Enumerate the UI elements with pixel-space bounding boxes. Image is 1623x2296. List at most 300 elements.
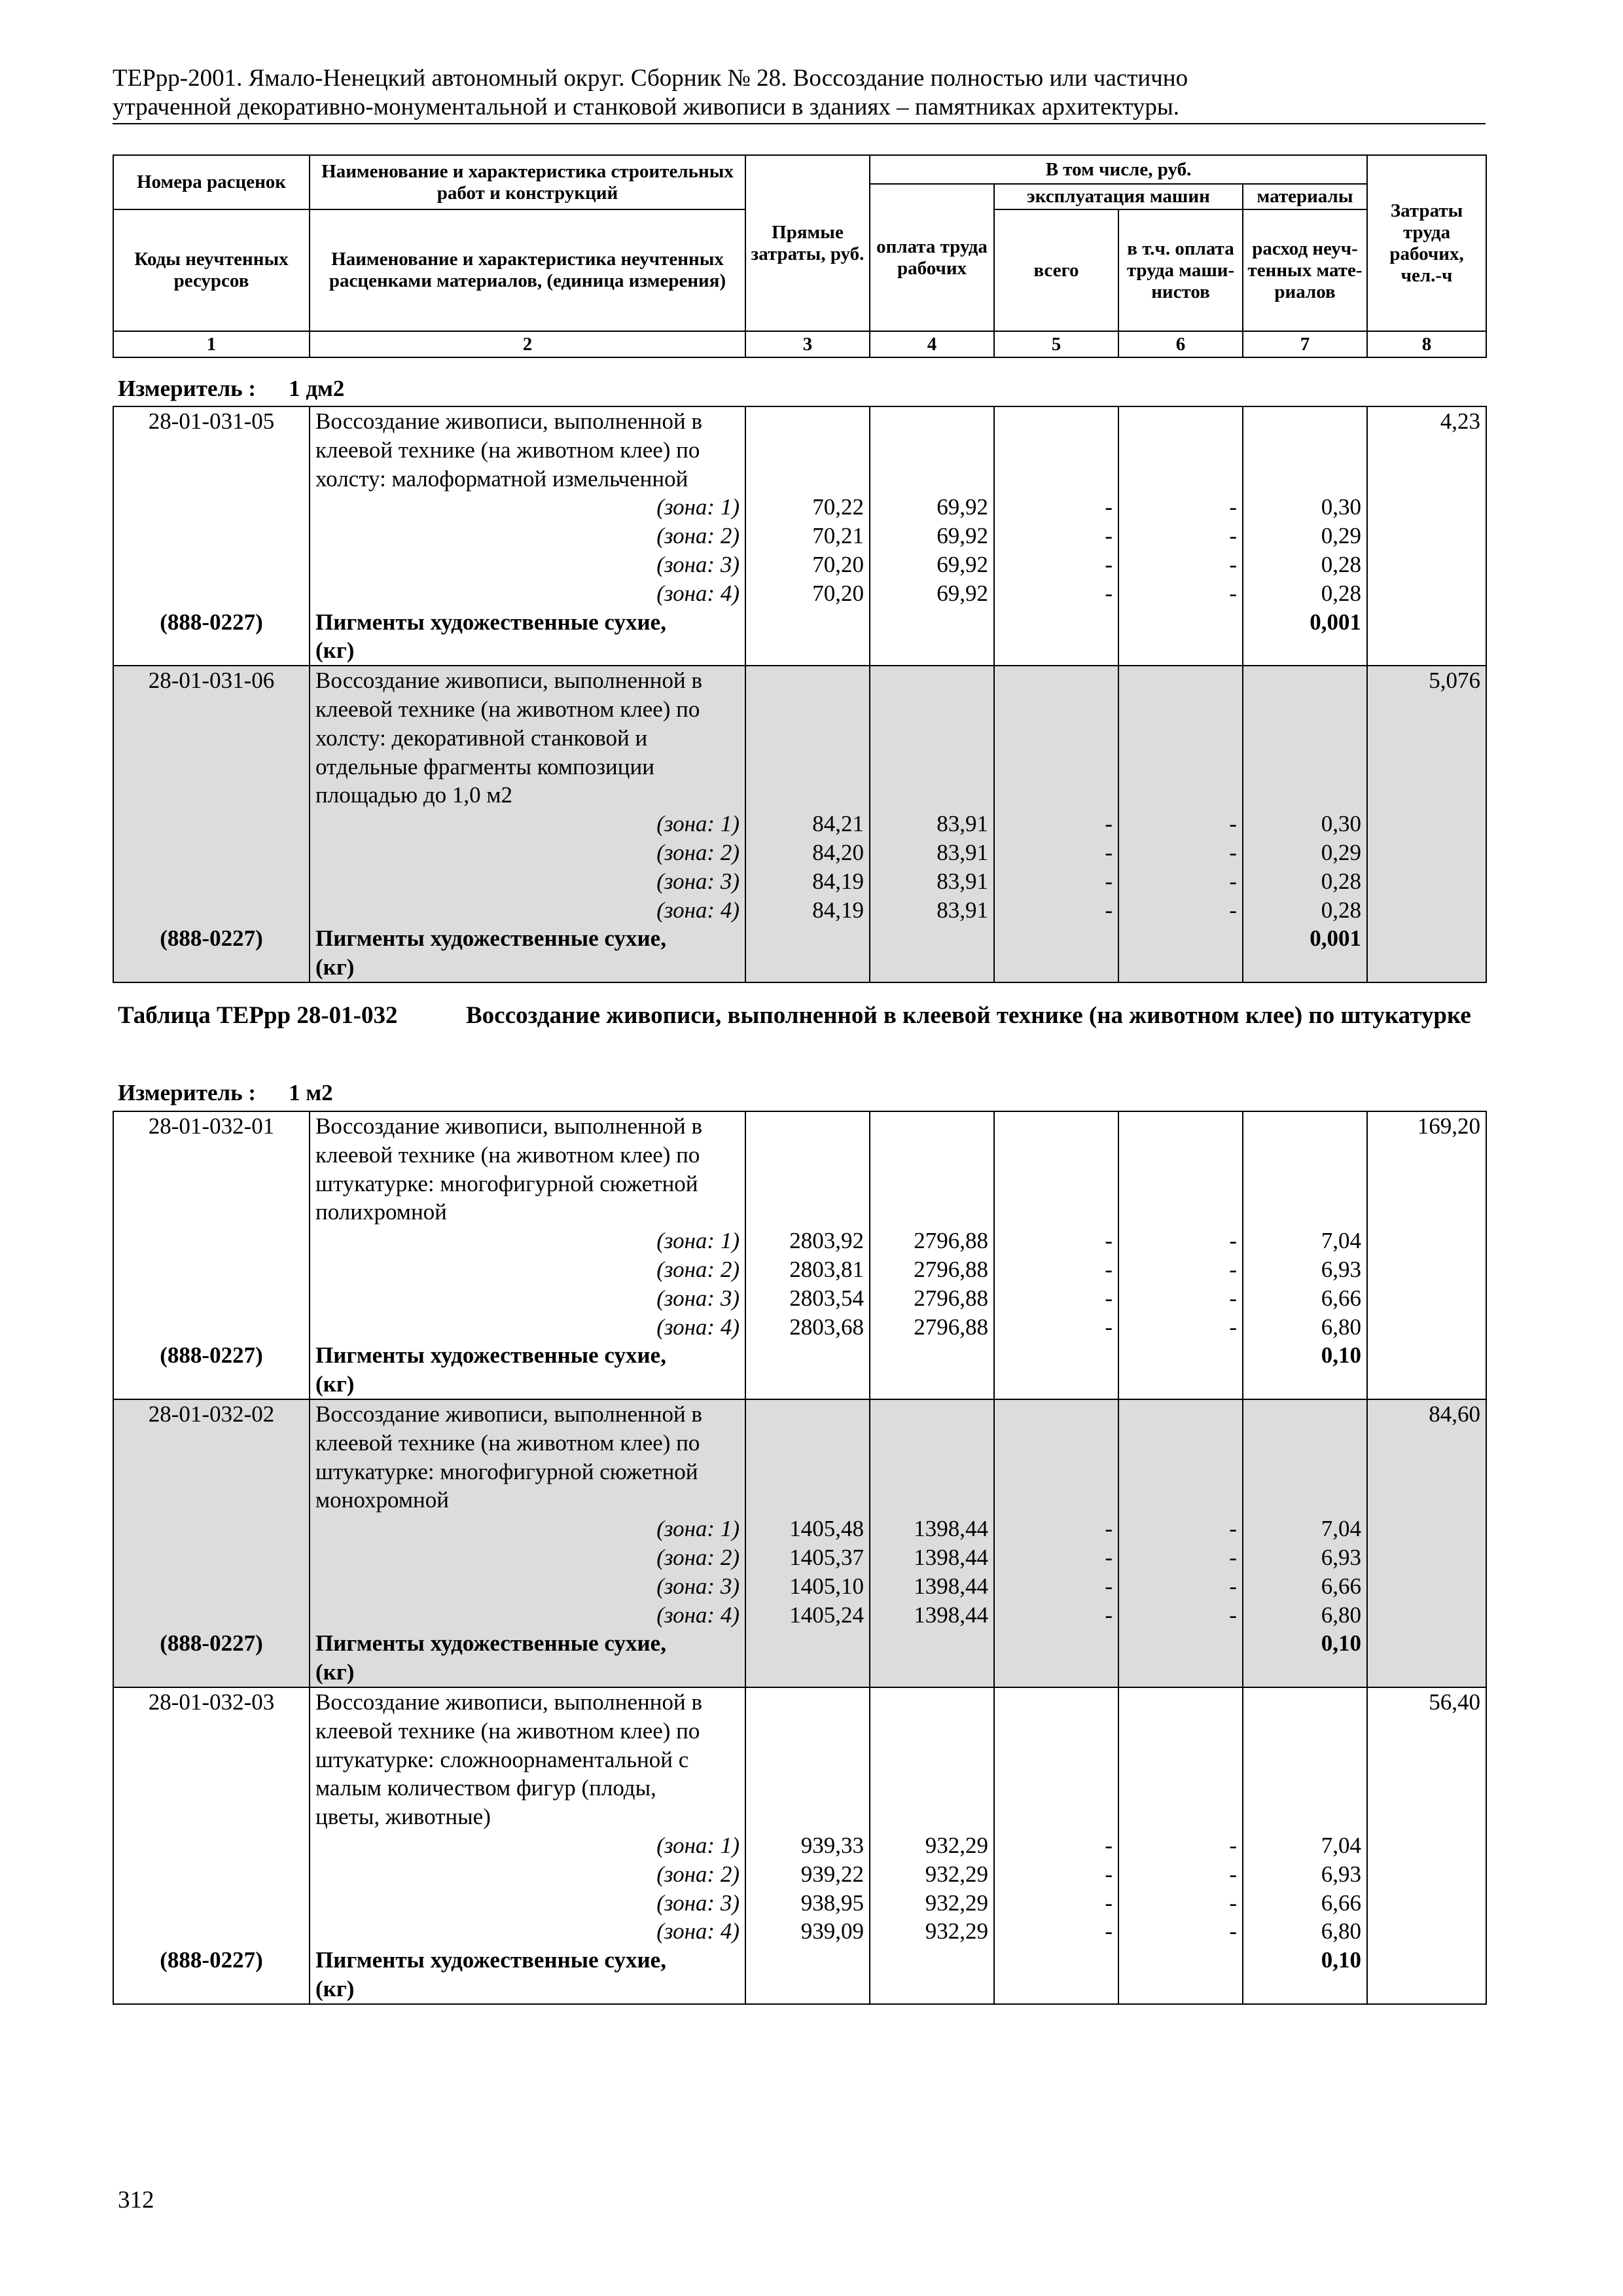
work-description-line: площадью до 1,0 м2	[310, 781, 745, 810]
empty-cell	[1367, 1141, 1486, 1170]
empty-cell	[745, 1803, 870, 1831]
direct-cost: 2803,81	[745, 1255, 870, 1284]
empty-cell	[1118, 781, 1243, 810]
materials-cost: 6,80	[1243, 1917, 1367, 1946]
wages-cost: 2796,88	[870, 1255, 994, 1284]
empty-cell	[1243, 1774, 1367, 1803]
table-row	[113, 1284, 1486, 1313]
empty-cell	[113, 1255, 310, 1284]
materials-cost: 0,29	[1243, 522, 1367, 550]
empty-cell	[113, 1284, 310, 1313]
empty-cell	[870, 1687, 994, 1717]
empty-cell	[1367, 493, 1486, 522]
table-row	[113, 666, 1486, 695]
empty-cell	[994, 924, 1118, 953]
empty-cell	[1243, 1975, 1367, 2004]
resource-amount: 0,10	[1243, 1629, 1367, 1658]
empty-cell	[1118, 1170, 1243, 1198]
machines-cost: -	[994, 1860, 1118, 1889]
empty-cell	[1118, 608, 1243, 637]
empty-cell	[1367, 810, 1486, 838]
table-row	[113, 1774, 1486, 1803]
wages-cost: 2796,88	[870, 1284, 994, 1313]
empty-cell	[994, 753, 1118, 781]
empty-cell	[113, 522, 310, 550]
empty-cell	[745, 1429, 870, 1458]
empty-cell	[870, 1746, 994, 1774]
work-description-line: холсту: декоративной станковой и	[310, 724, 745, 753]
labor-cost: 169,20	[1367, 1111, 1486, 1141]
empty-cell	[1118, 953, 1243, 982]
empty-cell	[1243, 953, 1367, 982]
empty-cell	[1367, 1975, 1486, 2004]
table-row	[113, 608, 1486, 637]
empty-cell	[1367, 1313, 1486, 1342]
zone-label: (зона: 2)	[310, 838, 745, 867]
machinists-cost: -	[1118, 1572, 1243, 1601]
machines-cost: -	[994, 1543, 1118, 1572]
wages-cost: 1398,44	[870, 1572, 994, 1601]
resource-name-line: Пигменты художественные сухие,	[310, 608, 745, 637]
wages-cost: 69,92	[870, 579, 994, 608]
machines-cost: -	[994, 1227, 1118, 1255]
wages-cost: 932,29	[870, 1860, 994, 1889]
empty-cell	[1367, 695, 1486, 724]
empty-cell	[745, 1458, 870, 1486]
direct-cost: 84,19	[745, 867, 870, 896]
empty-cell	[1243, 666, 1367, 695]
wages-cost: 932,29	[870, 1917, 994, 1946]
header-ekspl: эксплуатация машин	[994, 184, 1243, 209]
table-row	[113, 1198, 1486, 1227]
empty-cell	[113, 1429, 310, 1458]
empty-cell	[113, 1803, 310, 1831]
empty-cell	[745, 953, 870, 982]
empty-cell	[1367, 1515, 1486, 1543]
machinists-cost: -	[1118, 810, 1243, 838]
machinists-cost: -	[1118, 1543, 1243, 1572]
empty-cell	[1118, 1111, 1243, 1141]
table-row	[113, 924, 1486, 953]
machinists-cost: -	[1118, 1917, 1243, 1946]
table-row	[113, 1975, 1486, 2004]
empty-cell	[113, 1746, 310, 1774]
col-num: 8	[1367, 331, 1486, 357]
machinists-cost: -	[1118, 1255, 1243, 1284]
machinists-cost: -	[1118, 1284, 1243, 1313]
header-naim-mat: Наименование и характеристика неучтенных расценками материалов, (единица измерения)	[310, 209, 745, 331]
empty-cell	[1118, 1658, 1243, 1687]
table-row	[113, 1860, 1486, 1889]
empty-cell	[1243, 406, 1367, 436]
empty-cell	[745, 1370, 870, 1399]
col-num: 2	[310, 331, 745, 357]
materials-cost: 0,28	[1243, 896, 1367, 925]
empty-cell	[1367, 781, 1486, 810]
work-description-line: клеевой технике (на животном клее) по	[310, 436, 745, 465]
empty-cell	[113, 1889, 310, 1918]
zone-label: (зона: 4)	[310, 1917, 745, 1946]
wages-cost: 69,92	[870, 522, 994, 550]
empty-cell	[113, 1601, 310, 1630]
header-vsego: всего	[994, 209, 1118, 331]
machines-cost: -	[994, 896, 1118, 925]
wages-cost: 1398,44	[870, 1515, 994, 1543]
empty-cell	[113, 636, 310, 666]
empty-cell	[113, 1458, 310, 1486]
table-row	[113, 838, 1486, 867]
work-description-line: клеевой технике (на животном клее) по	[310, 1141, 745, 1170]
resource-code: (888-0227)	[113, 608, 310, 637]
direct-cost: 939,09	[745, 1917, 870, 1946]
empty-cell	[1367, 608, 1486, 637]
empty-cell	[1243, 724, 1367, 753]
resource-name-line: (кг)	[310, 1370, 745, 1399]
empty-cell	[113, 810, 310, 838]
zone-label: (зона: 4)	[310, 896, 745, 925]
empty-cell	[1243, 781, 1367, 810]
machines-cost: -	[994, 1313, 1118, 1342]
table-row	[113, 493, 1486, 522]
empty-cell	[994, 465, 1118, 493]
empty-cell	[994, 1458, 1118, 1486]
table-row	[113, 724, 1486, 753]
materials-cost: 6,66	[1243, 1572, 1367, 1601]
empty-cell	[745, 436, 870, 465]
machines-cost: -	[994, 867, 1118, 896]
zone-label: (зона: 3)	[310, 550, 745, 579]
table-row	[113, 465, 1486, 493]
machines-cost: -	[994, 550, 1118, 579]
empty-cell	[1243, 1687, 1367, 1717]
wages-cost: 83,91	[870, 896, 994, 925]
empty-cell	[1243, 1370, 1367, 1399]
empty-cell	[745, 1170, 870, 1198]
table-row	[113, 1141, 1486, 1170]
table-row	[113, 867, 1486, 896]
empty-cell	[1118, 1629, 1243, 1658]
empty-cell	[113, 1717, 310, 1746]
empty-cell	[994, 436, 1118, 465]
header-nomera: Номера расценок	[113, 155, 310, 209]
table-row	[113, 781, 1486, 810]
empty-cell	[1118, 1399, 1243, 1429]
empty-cell	[1243, 465, 1367, 493]
wages-cost: 1398,44	[870, 1601, 994, 1630]
zone-label: (зона: 2)	[310, 1860, 745, 1889]
machinists-cost: -	[1118, 1601, 1243, 1630]
empty-cell	[1118, 1946, 1243, 1975]
rates-table-032	[113, 1111, 1487, 2005]
materials-cost: 6,80	[1243, 1313, 1367, 1342]
empty-cell	[870, 724, 994, 753]
direct-cost: 1405,24	[745, 1601, 870, 1630]
materials-cost: 6,93	[1243, 1255, 1367, 1284]
table-row	[113, 1687, 1486, 1717]
empty-cell	[745, 924, 870, 953]
empty-cell	[870, 1975, 994, 2004]
work-description-line: штукатурке: многофигурной сюжетной	[310, 1170, 745, 1198]
empty-cell	[994, 1946, 1118, 1975]
empty-cell	[994, 1803, 1118, 1831]
table-row	[113, 1543, 1486, 1572]
table-header	[113, 154, 1487, 358]
zone-label: (зона: 4)	[310, 579, 745, 608]
empty-cell	[1367, 896, 1486, 925]
zone-label: (зона: 4)	[310, 1601, 745, 1630]
col-num: 4	[870, 331, 994, 357]
materials-cost: 0,30	[1243, 493, 1367, 522]
materials-cost: 6,66	[1243, 1889, 1367, 1918]
measure-label: Измеритель :	[118, 376, 257, 401]
empty-cell	[870, 1774, 994, 1803]
empty-cell	[870, 1198, 994, 1227]
empty-cell	[1367, 1658, 1486, 1687]
resource-name-line: (кг)	[310, 636, 745, 666]
empty-cell	[1243, 1486, 1367, 1515]
measure-value: 1 дм2	[289, 376, 345, 401]
empty-cell	[113, 867, 310, 896]
empty-cell	[1243, 1198, 1367, 1227]
resource-name-line: Пигменты художественные сухие,	[310, 1946, 745, 1975]
zone-label: (зона: 3)	[310, 867, 745, 896]
empty-cell	[1367, 1284, 1486, 1313]
work-description-line: холсту: малоформатной измельченной	[310, 465, 745, 493]
table-row	[113, 1111, 1486, 1141]
work-description-line: цветы, животные)	[310, 1803, 745, 1831]
machinists-cost: -	[1118, 1860, 1243, 1889]
direct-cost: 1405,10	[745, 1572, 870, 1601]
empty-cell	[994, 406, 1118, 436]
empty-cell	[113, 1198, 310, 1227]
table-row	[113, 1170, 1486, 1198]
resource-amount: 0,001	[1243, 608, 1367, 637]
work-description-line: клеевой технике (на животном клее) по	[310, 695, 745, 724]
direct-cost: 939,22	[745, 1860, 870, 1889]
zone-label: (зона: 1)	[310, 1515, 745, 1543]
empty-cell	[1367, 1370, 1486, 1399]
resource-code: (888-0227)	[113, 1629, 310, 1658]
machines-cost: -	[994, 1917, 1118, 1946]
direct-cost: 70,20	[745, 579, 870, 608]
page-header	[113, 64, 1486, 124]
resource-name-line: (кг)	[310, 1975, 745, 2004]
empty-cell	[113, 838, 310, 867]
empty-cell	[113, 695, 310, 724]
header-pryamye: Прямые затраты, руб.	[745, 155, 870, 331]
empty-cell	[994, 781, 1118, 810]
empty-cell	[1367, 1803, 1486, 1831]
zone-label: (зона: 3)	[310, 1284, 745, 1313]
wages-cost: 932,29	[870, 1889, 994, 1918]
empty-cell	[745, 1629, 870, 1658]
work-description-line: монохромной	[310, 1486, 745, 1515]
empty-cell	[1243, 753, 1367, 781]
table-row	[113, 1429, 1486, 1458]
empty-cell	[1367, 1341, 1486, 1370]
wages-cost: 69,92	[870, 493, 994, 522]
machines-cost: -	[994, 810, 1118, 838]
machines-cost: -	[994, 1601, 1118, 1630]
zone-label: (зона: 1)	[310, 1227, 745, 1255]
header-number-row	[113, 331, 1486, 357]
empty-cell	[870, 753, 994, 781]
zone-label: (зона: 3)	[310, 1889, 745, 1918]
direct-cost: 939,33	[745, 1831, 870, 1860]
resource-name-line: Пигменты художественные сухие,	[310, 1341, 745, 1370]
empty-cell	[745, 724, 870, 753]
machinists-cost: -	[1118, 867, 1243, 896]
table-caption: Воссоздание живописи, выполненной в клеевой технике (на животном клее) по штукатурке	[466, 1002, 1471, 1029]
empty-cell	[870, 924, 994, 953]
empty-cell	[113, 1917, 310, 1946]
empty-cell	[113, 1860, 310, 1889]
empty-cell	[113, 953, 310, 982]
empty-cell	[1367, 1889, 1486, 1918]
empty-cell	[1118, 695, 1243, 724]
empty-cell	[870, 1170, 994, 1198]
page-number: 312	[118, 2187, 154, 2214]
empty-cell	[113, 896, 310, 925]
empty-cell	[745, 1399, 870, 1429]
empty-cell	[1118, 465, 1243, 493]
empty-cell	[1367, 924, 1486, 953]
empty-cell	[870, 953, 994, 982]
header-oplata: оплата труда рабочих	[870, 184, 994, 331]
labor-cost: 5,076	[1367, 666, 1486, 695]
table-row	[113, 579, 1486, 608]
empty-cell	[994, 953, 1118, 982]
empty-cell	[1367, 1601, 1486, 1630]
table-row	[113, 1946, 1486, 1975]
empty-cell	[1367, 1946, 1486, 1975]
empty-cell	[870, 695, 994, 724]
col-num: 1	[113, 331, 310, 357]
materials-cost: 7,04	[1243, 1831, 1367, 1860]
resource-code: (888-0227)	[113, 1946, 310, 1975]
empty-cell	[745, 781, 870, 810]
empty-cell	[1243, 1803, 1367, 1831]
machinists-cost: -	[1118, 522, 1243, 550]
empty-cell	[994, 1629, 1118, 1658]
empty-cell	[1367, 1572, 1486, 1601]
empty-cell	[113, 1370, 310, 1399]
empty-cell	[1243, 1458, 1367, 1486]
machinists-cost: -	[1118, 1889, 1243, 1918]
empty-cell	[1118, 1198, 1243, 1227]
machines-cost: -	[994, 1831, 1118, 1860]
materials-cost: 0,28	[1243, 550, 1367, 579]
empty-cell	[1243, 695, 1367, 724]
wages-cost: 83,91	[870, 867, 994, 896]
empty-cell	[745, 1111, 870, 1141]
empty-cell	[870, 1717, 994, 1746]
empty-cell	[994, 1717, 1118, 1746]
empty-cell	[113, 724, 310, 753]
empty-cell	[1367, 1170, 1486, 1198]
empty-cell	[1367, 1429, 1486, 1458]
empty-cell	[745, 1198, 870, 1227]
col-num: 6	[1118, 331, 1243, 357]
direct-cost: 938,95	[745, 1889, 870, 1918]
empty-cell	[113, 781, 310, 810]
table-row	[113, 1515, 1486, 1543]
table-row	[113, 1831, 1486, 1860]
empty-cell	[113, 579, 310, 608]
materials-cost: 6,66	[1243, 1284, 1367, 1313]
table-row	[113, 953, 1486, 982]
empty-cell	[113, 1543, 310, 1572]
machines-cost: -	[994, 579, 1118, 608]
table-row	[113, 753, 1486, 781]
empty-cell	[870, 1429, 994, 1458]
empty-cell	[994, 1341, 1118, 1370]
empty-cell	[113, 1515, 310, 1543]
empty-cell	[1118, 1774, 1243, 1803]
machinists-cost: -	[1118, 1831, 1243, 1860]
table-row	[113, 810, 1486, 838]
measure-label: Измеритель :	[118, 1080, 257, 1105]
rate-code: 28-01-031-05	[113, 406, 310, 436]
resource-name-line: Пигменты художественные сухие,	[310, 1629, 745, 1658]
empty-cell	[113, 1486, 310, 1515]
empty-cell	[1118, 1717, 1243, 1746]
header-v-tom-chisle: В том числе, руб.	[870, 155, 1367, 184]
empty-cell	[1367, 1774, 1486, 1803]
empty-cell	[1118, 666, 1243, 695]
table-row	[113, 636, 1486, 666]
empty-cell	[994, 1658, 1118, 1687]
zone-label: (зона: 4)	[310, 1313, 745, 1342]
empty-cell	[113, 1774, 310, 1803]
empty-cell	[113, 1658, 310, 1687]
machines-cost: -	[994, 1572, 1118, 1601]
work-description-line: штукатурке: сложноорнаментальной с	[310, 1746, 745, 1774]
empty-cell	[1367, 1831, 1486, 1860]
resource-name-line: Пигменты художественные сухие,	[310, 924, 745, 953]
empty-cell	[1118, 1803, 1243, 1831]
empty-cell	[113, 465, 310, 493]
machinists-cost: -	[1118, 838, 1243, 867]
machinists-cost: -	[1118, 1515, 1243, 1543]
direct-cost: 70,20	[745, 550, 870, 579]
work-description-line: штукатурке: многофигурной сюжетной	[310, 1458, 745, 1486]
empty-cell	[1118, 1341, 1243, 1370]
empty-cell	[1367, 1543, 1486, 1572]
empty-cell	[870, 1370, 994, 1399]
work-description-line: Воссоздание живописи, выполненной в	[310, 1399, 745, 1429]
empty-cell	[1367, 1629, 1486, 1658]
direct-cost: 2803,68	[745, 1313, 870, 1342]
wages-cost: 2796,88	[870, 1227, 994, 1255]
work-description-line: клеевой технике (на животном клее) по	[310, 1429, 745, 1458]
empty-cell	[113, 1572, 310, 1601]
machines-cost: -	[994, 1284, 1118, 1313]
empty-cell	[1367, 522, 1486, 550]
direct-cost: 1405,37	[745, 1543, 870, 1572]
empty-cell	[870, 636, 994, 666]
machines-cost: -	[994, 1255, 1118, 1284]
empty-cell	[994, 608, 1118, 637]
empty-cell	[745, 1486, 870, 1515]
machines-cost: -	[994, 838, 1118, 867]
work-description-line: полихромной	[310, 1198, 745, 1227]
empty-cell	[745, 1717, 870, 1746]
empty-cell	[1118, 1141, 1243, 1170]
empty-cell	[1243, 1658, 1367, 1687]
table-row	[113, 1341, 1486, 1370]
resource-amount: 0,10	[1243, 1946, 1367, 1975]
